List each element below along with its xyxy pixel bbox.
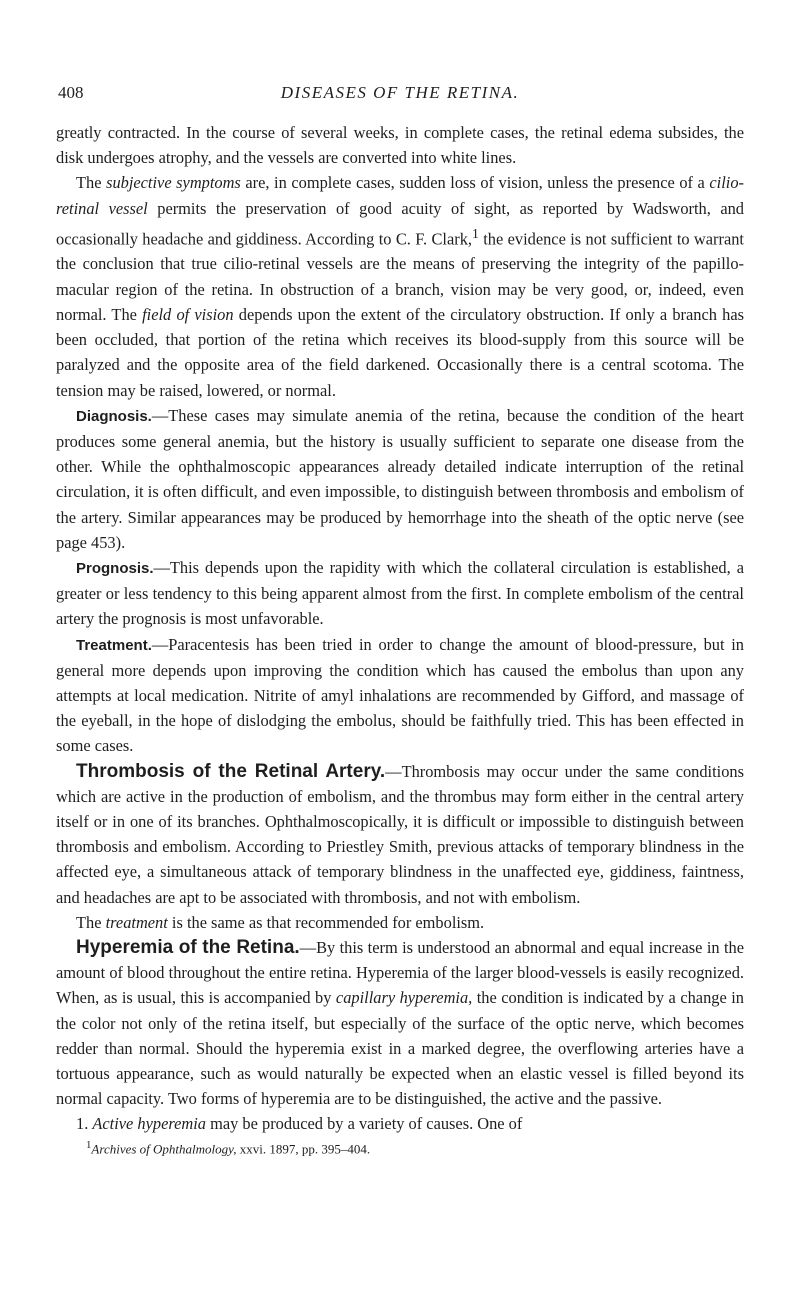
page-number: 408 [58, 83, 84, 102]
heading-thrombosis: Thrombosis of the Retinal Artery. [76, 760, 386, 782]
footnote-ref: 1 [472, 225, 479, 241]
footnote-journal: Archives of Ophthalmology, [91, 1140, 237, 1156]
footnote: $^1$Archives of Ophthalmology, xxvi. 1897, pp. 395–404. [86, 1138, 371, 1156]
paragraph-thrombosis: Thrombosis of the Retinal Artery.—Thrombosis may occur under the same conditions which are active in the production of embolism, and the thrombus may form either in the central artery itself or in one of its branches. Ophthalmoscopically, it is difficult or impossible to distinguish between thrombosis and embolism. According to Priestley Smith, previous attacks of temporary blindness in the affected eye, a simultaneous attack of temporary blindness in the unaffected eye, giddiness, faintness, and headaches are apt to be associated with thrombosis, and not with embolism. [56, 760, 744, 907]
heading-diagnosis: Diagnosis. [76, 407, 152, 425]
term-field-of-vision: field of vision [142, 304, 234, 324]
footnote-mark: 1 [86, 1138, 92, 1151]
paragraph-thrombosis-treatment: The treatment is the same as that recommended for embolism. [76, 912, 485, 932]
paragraph-continuation: greatly contracted. In the course of several weeks, in complete cases, the retinal edema subsides, the disk undergoes atrophy, and the vessels are converted into white lines. [56, 123, 744, 168]
term-treatment: treatment [105, 912, 168, 932]
paragraph-treatment: Treatment.—Paracentesis has been tried in order to change the amount of blood-pressure, but in general more depends upon improving the condition which has caused the embolus than upon any attempts at local medication. Nitrite of amyl inhalations are recommended by Gifford, and massage of the eyeball, in the hope of dislodging the embolus, should be faithfully tried. This has been effected in some cases. [56, 634, 744, 756]
paragraph-prognosis: Prognosis.—This depends upon the rapidity with which the collateral circulation is established, a greater or less tendency to this being apparent almost from the first. In complete embolism of the central artery the prognosis is most unfavorable. [56, 557, 744, 629]
term-subjective-symptoms: subjective symptoms [106, 173, 241, 193]
paragraph-hyperemia: Hyperemia of the Retina.—By this term is understood an abnormal and equal increase in the amount of blood throughout the entire retina. Hyperemia of the larger blood-vessels is easily recognized. When, as is usual, this is accompanied by capillary hyperemia, the condition is indicated by a change in the color not only of the retina itself, but especially of the surface of the optic nerve, which becomes redder than normal. Should the hyperemia exist in a marked degree, the overflowing arteries have a tortuous appearance, such as would naturally be expected when an elastic vessel is filled beyond its normal capacity. Two forms of hyperemia are to be distinguished, the active and the passive. [56, 936, 744, 1109]
heading-treatment: Treatment. [76, 636, 152, 654]
term-cilio-retinal-vessel: cilio-retinal vessel [56, 173, 744, 218]
running-head [56, 80, 744, 106]
heading-prognosis: Prognosis. [76, 559, 154, 577]
heading-hyperemia: Hyperemia of the Retina. [76, 936, 300, 958]
chapter-title: DISEASES OF THE RETINA. [280, 83, 520, 102]
paragraph-active-hyperemia: 1. Active hyperemia may be produced by a variety of causes. One of [76, 1114, 523, 1134]
paragraph-subjective-symptoms: The subjective symptoms are, in complete cases, sudden loss of vision, unless the presence of a cilio-retinal vessel permits the preservation of good acuity of sight, as reported by Wadsworth, and occasionally headache and giddiness. According to C. F. Clark,$^1$ the evidence is not sufficient to warrant the conclusion that true cilio-retinal vessels are the means of preserving the integrity of the papillo-macular region of the retina. In obstruction of a branch, vision may be very good, or, indeed, even normal. The field of vision depends upon the extent of the circulatory obstruction. If only a branch has been occluded, that portion of the retina which receives its blood-supply from this source will be paralyzed and the opposite area of the field darkened. Occasionally there is a central scotoma. The tension may be raised, lowered, or normal. [56, 173, 745, 400]
term-capillary-hyperemia: capillary hyperemia, [335, 988, 473, 1008]
paragraph-diagnosis: Diagnosis.—These cases may simulate anemia of the retina, because the condition of the heart produces some general anemia, but the history is usually sufficient to separate one disease from the other. While the ophthalmoscopic appearances already detailed indicate interruption of the retinal circulation, it is often difficult, and even impossible, to distinguish between thrombosis and embolism of the artery. Similar appearances may be produced by hemorrhage into the sheath of the optic nerve (see page 453). [56, 405, 744, 552]
term-active-hyperemia: Active hyperemia [92, 1114, 207, 1134]
